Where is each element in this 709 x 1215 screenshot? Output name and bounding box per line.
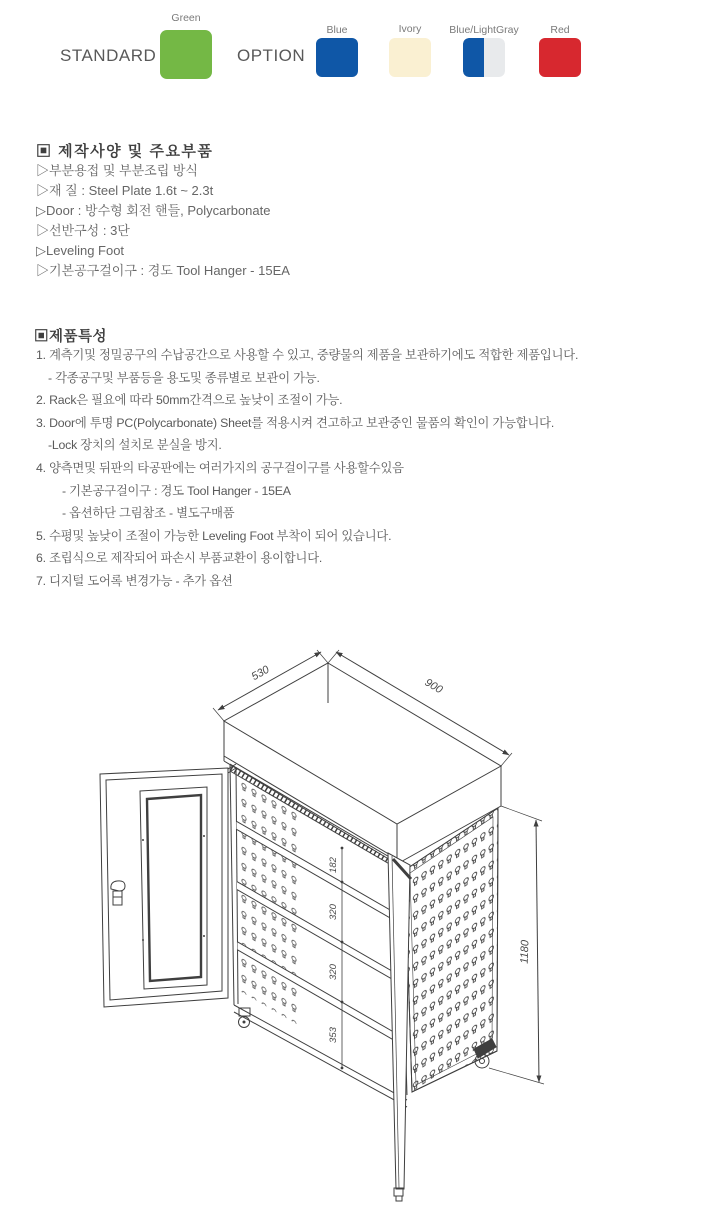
- swatch-green: [160, 30, 212, 79]
- swatch-blue-lightgray: [463, 38, 505, 77]
- feature-line: - 옵션하단 그림참조 - 별도구매품: [62, 506, 235, 521]
- dim-shelf-spacing: [341, 847, 344, 1070]
- feature-line: 6. 조립식으로 제작되어 파손시 부품교환이 용이합니다.: [36, 551, 323, 566]
- feature-line: 1. 계측기및 정밀공구의 수납공간으로 사용할 수 있고, 중량물의 제품을 보관하기에도 적합한 제품입니다.: [36, 348, 579, 362]
- feature-line: -Lock 장치의 설치로 분실을 방지.: [48, 438, 222, 453]
- swatch-ivory: [389, 38, 431, 77]
- left-door-open: [100, 764, 236, 1007]
- specs-heading: ▣ 제작사양 및 주요부품: [36, 143, 214, 160]
- option-label: OPTION: [237, 46, 306, 65]
- swatch-red: [539, 38, 581, 77]
- swatch-label-ivory: Ivory: [398, 23, 422, 35]
- right-door-open: [388, 853, 411, 1201]
- dim-shelf-gap-label: 182: [328, 857, 339, 873]
- spec-item: ▷재 질 : Steel Plate 1.6t ~ 2.3t: [36, 183, 214, 198]
- spec-item: ▷Door : 방수형 회전 핸들, Polycarbonate: [36, 203, 271, 218]
- swatch-label-green: Green: [171, 12, 201, 24]
- dim-height-label: 1180: [518, 939, 532, 964]
- spec-item: ▷부분용접 및 부분조립 방식: [36, 163, 198, 178]
- dim-shelf-gap-label: 353: [328, 1027, 339, 1043]
- dim-width-label: 900: [422, 676, 445, 697]
- features-heading: ▣제품특성: [34, 329, 108, 345]
- standard-label: STANDARD: [60, 46, 157, 65]
- feature-line: 5. 수평및 높낮이 조절이 가능한 Leveling Foot 부착이 되어 있습니다.: [36, 528, 392, 543]
- spec-item: ▷선반구성 : 3단: [36, 223, 130, 238]
- feature-line: 4. 양측면및 뒤판의 타공판에는 여러가지의 공구걸이구를 사용할수있음: [36, 460, 404, 475]
- cabinet-technical-drawing: [0, 640, 709, 1215]
- features-list: [36, 344, 578, 593]
- swatch-label-blue-lightgray: Blue/LightGray: [449, 24, 519, 36]
- spec-item: ▷Leveling Foot: [36, 243, 125, 258]
- swatch-lightgray-half: [484, 38, 505, 77]
- feature-line: - 기본공구걸이구 : 경도 Tool Hanger - 15EA: [62, 483, 291, 498]
- feature-line: 3. Door에 투명 PC(Polycarbonate) Sheet를 적용시켜 견고하고 보관중인 물품의 확인이 가능합니다.: [36, 415, 555, 430]
- swatch-label-blue: Blue: [326, 24, 348, 36]
- dim-shelf-gap-label: 320: [328, 964, 339, 980]
- dim-shelf-gap-label: 320: [328, 904, 339, 920]
- feature-line: 2. Rack은 필요에 따라 50mm간격으로 높낮이 조절이 가능.: [36, 393, 343, 408]
- swatch-label-red: Red: [550, 24, 570, 36]
- swatch-blue-half: [463, 38, 484, 77]
- swatch-blue: [316, 38, 358, 77]
- specs-list: [36, 161, 290, 281]
- spec-item: ▷기본공구걸이구 : 경도 Tool Hanger - 15EA: [36, 263, 290, 278]
- feature-line: - 각종공구및 부품등을 용도및 종류별로 보관이 가능.: [48, 370, 320, 385]
- feature-line: 7. 디지털 도어록 변경가능 - 추가 옵션: [36, 573, 233, 588]
- dim-depth-label: 530: [249, 663, 272, 684]
